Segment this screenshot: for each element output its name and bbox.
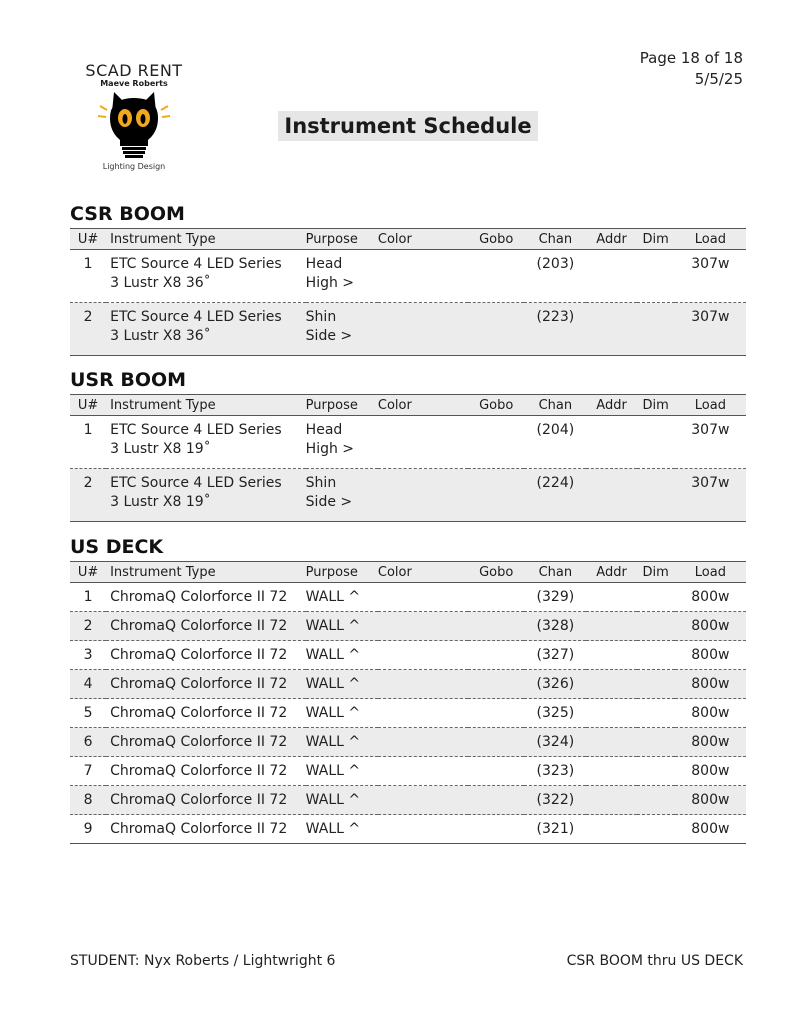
unit-number: 9 (83, 821, 93, 837)
color (378, 612, 468, 641)
purpose: WALL ^ (305, 792, 361, 808)
color (378, 303, 468, 356)
purpose: Shin Side > (305, 475, 353, 510)
col-address: Addr (586, 395, 636, 416)
color (378, 250, 468, 303)
cat-bulb-icon (94, 90, 174, 162)
purpose: WALL ^ (305, 763, 361, 779)
color (378, 670, 468, 699)
color (378, 416, 468, 469)
purpose: Head High > (305, 256, 355, 291)
instrument-type: ChromaQ Colorforce II 72 (110, 618, 288, 634)
address (586, 583, 636, 612)
purpose: WALL ^ (305, 705, 361, 721)
instrument-table (70, 561, 746, 844)
gobo (468, 416, 524, 469)
load: 800w (691, 618, 730, 634)
channel: (327) (536, 647, 575, 663)
dimmer (637, 303, 675, 356)
col-channel: Chan (524, 395, 586, 416)
unit-number: 7 (83, 763, 93, 779)
gobo (468, 815, 524, 844)
table-row (70, 303, 746, 356)
address (586, 786, 636, 815)
load: 800w (691, 647, 730, 663)
unit-number: 2 (83, 618, 93, 634)
dimmer (637, 250, 675, 303)
unit-number: 1 (83, 589, 93, 605)
load: 800w (691, 676, 730, 692)
gobo (468, 786, 524, 815)
instrument-type: ChromaQ Colorforce II 72 (110, 676, 288, 692)
dimmer (637, 728, 675, 757)
col-instrument-type: Instrument Type (106, 229, 306, 250)
gobo (468, 583, 524, 612)
purpose: Head High > (305, 422, 355, 457)
gobo (468, 699, 524, 728)
purpose: WALL ^ (305, 821, 361, 837)
table-row (70, 469, 746, 522)
table-row (70, 416, 746, 469)
col-color: Color (378, 395, 468, 416)
col-purpose: Purpose (306, 395, 378, 416)
load: 800w (691, 763, 730, 779)
dimmer (637, 757, 675, 786)
instrument-type: ChromaQ Colorforce II 72 (110, 647, 288, 663)
color (378, 786, 468, 815)
gobo (468, 670, 524, 699)
purpose: WALL ^ (305, 647, 361, 663)
footer-student: STUDENT: Nyx Roberts / Lightwright 6 (70, 953, 336, 969)
load: 800w (691, 589, 730, 605)
col-address: Addr (586, 229, 636, 250)
address (586, 303, 636, 356)
instrument-type: ChromaQ Colorforce II 72 (110, 792, 288, 808)
unit-number: 2 (83, 309, 93, 325)
purpose: WALL ^ (305, 589, 361, 605)
col-gobo: Gobo (468, 229, 524, 250)
address (586, 670, 636, 699)
table-header-row (70, 395, 746, 416)
col-instrument-type: Instrument Type (106, 395, 306, 416)
col-gobo: Gobo (468, 562, 524, 583)
unit-number: 5 (83, 705, 93, 721)
section-title: USR BOOM (70, 369, 187, 391)
logo-designer: Maeve Roberts (100, 79, 168, 88)
gobo (468, 612, 524, 641)
color (378, 699, 468, 728)
channel: (204) (536, 422, 575, 438)
col-address: Addr (586, 562, 636, 583)
section-us-deck (70, 535, 746, 844)
load: 800w (691, 821, 730, 837)
address (586, 250, 636, 303)
col-channel: Chan (524, 562, 586, 583)
dimmer (637, 670, 675, 699)
instrument-type: ETC Source 4 LED Series 3 Lustr X8 19˚ (110, 475, 282, 510)
instrument-type: ChromaQ Colorforce II 72 (110, 821, 288, 837)
page-info (640, 48, 743, 90)
table-row (70, 583, 746, 612)
table-row (70, 699, 746, 728)
unit-number: 4 (83, 676, 93, 692)
table-row (70, 670, 746, 699)
dimmer (637, 815, 675, 844)
color (378, 469, 468, 522)
instrument-type: ChromaQ Colorforce II 72 (110, 705, 288, 721)
channel: (329) (536, 589, 575, 605)
channel: (322) (536, 792, 575, 808)
unit-number: 2 (83, 475, 93, 491)
load: 307w (691, 309, 730, 325)
channel: (224) (536, 475, 575, 491)
section-csr-boom (70, 202, 746, 356)
channel: (328) (536, 618, 575, 634)
unit-number: 1 (83, 422, 93, 438)
table-row (70, 757, 746, 786)
load: 307w (691, 475, 730, 491)
dimmer (637, 641, 675, 670)
color (378, 583, 468, 612)
dimmer (637, 699, 675, 728)
col-color: Color (378, 229, 468, 250)
dimmer (637, 416, 675, 469)
dimmer (637, 786, 675, 815)
table-row (70, 815, 746, 844)
address (586, 757, 636, 786)
col-purpose: Purpose (306, 562, 378, 583)
col-channel: Chan (524, 229, 586, 250)
channel: (223) (536, 309, 575, 325)
table-row (70, 786, 746, 815)
document-title: Instrument Schedule (278, 111, 538, 141)
unit-number: 1 (83, 256, 93, 272)
purpose: WALL ^ (305, 734, 361, 750)
address (586, 728, 636, 757)
instrument-type: ETC Source 4 LED Series 3 Lustr X8 36˚ (110, 309, 282, 344)
footer-range: CSR BOOM thru US DECK (566, 953, 743, 969)
dimmer (637, 469, 675, 522)
dimmer (637, 583, 675, 612)
address (586, 815, 636, 844)
gobo (468, 250, 524, 303)
table-row (70, 728, 746, 757)
col-unit: U# (70, 562, 106, 583)
color (378, 728, 468, 757)
page-number: Page 18 of 18 (639, 49, 743, 67)
load: 800w (691, 792, 730, 808)
col-unit: U# (70, 395, 106, 416)
col-unit: U# (70, 229, 106, 250)
col-load: Load (675, 229, 746, 250)
channel: (324) (536, 734, 575, 750)
gobo (468, 303, 524, 356)
print-date: 5/5/25 (694, 70, 743, 88)
gobo (468, 757, 524, 786)
col-dimmer: Dim (637, 395, 675, 416)
channel: (326) (536, 676, 575, 692)
instrument-type: ETC Source 4 LED Series 3 Lustr X8 19˚ (110, 422, 282, 457)
dimmer (637, 612, 675, 641)
gobo (468, 469, 524, 522)
unit-number: 6 (83, 734, 93, 750)
instrument-table (70, 394, 746, 522)
unit-number: 3 (83, 647, 93, 663)
company-logo (78, 62, 190, 174)
col-dimmer: Dim (637, 562, 675, 583)
address (586, 641, 636, 670)
purpose: WALL ^ (305, 618, 361, 634)
table-header-row (70, 562, 746, 583)
instrument-table (70, 228, 746, 356)
load: 307w (691, 422, 730, 438)
logo-tagline: Lighting Design (102, 162, 166, 171)
load: 800w (691, 734, 730, 750)
logo-brand: SCAD RENT (85, 61, 183, 80)
address (586, 416, 636, 469)
address (586, 699, 636, 728)
channel: (325) (536, 705, 575, 721)
col-load: Load (675, 395, 746, 416)
col-color: Color (378, 562, 468, 583)
instrument-type: ChromaQ Colorforce II 72 (110, 734, 288, 750)
col-load: Load (675, 562, 746, 583)
instrument-type: ChromaQ Colorforce II 72 (110, 589, 288, 605)
instrument-type: ChromaQ Colorforce II 72 (110, 763, 288, 779)
table-row (70, 641, 746, 670)
channel: (323) (536, 763, 575, 779)
channel: (321) (536, 821, 575, 837)
col-purpose: Purpose (306, 229, 378, 250)
color (378, 641, 468, 670)
color (378, 757, 468, 786)
instrument-type: ETC Source 4 LED Series 3 Lustr X8 36˚ (110, 256, 282, 291)
purpose: WALL ^ (305, 676, 361, 692)
table-row (70, 250, 746, 303)
gobo (468, 641, 524, 670)
col-instrument-type: Instrument Type (106, 562, 306, 583)
table-header-row (70, 229, 746, 250)
col-dimmer: Dim (637, 229, 675, 250)
address (586, 612, 636, 641)
address (586, 469, 636, 522)
channel: (203) (536, 256, 575, 272)
section-title: US DECK (70, 536, 164, 558)
load: 800w (691, 705, 730, 721)
table-row (70, 612, 746, 641)
purpose: Shin Side > (305, 309, 353, 344)
load: 307w (691, 256, 730, 272)
gobo (468, 728, 524, 757)
section-title: CSR BOOM (70, 203, 185, 225)
col-gobo: Gobo (468, 395, 524, 416)
section-usr-boom (70, 368, 746, 522)
color (378, 815, 468, 844)
unit-number: 8 (83, 792, 93, 808)
